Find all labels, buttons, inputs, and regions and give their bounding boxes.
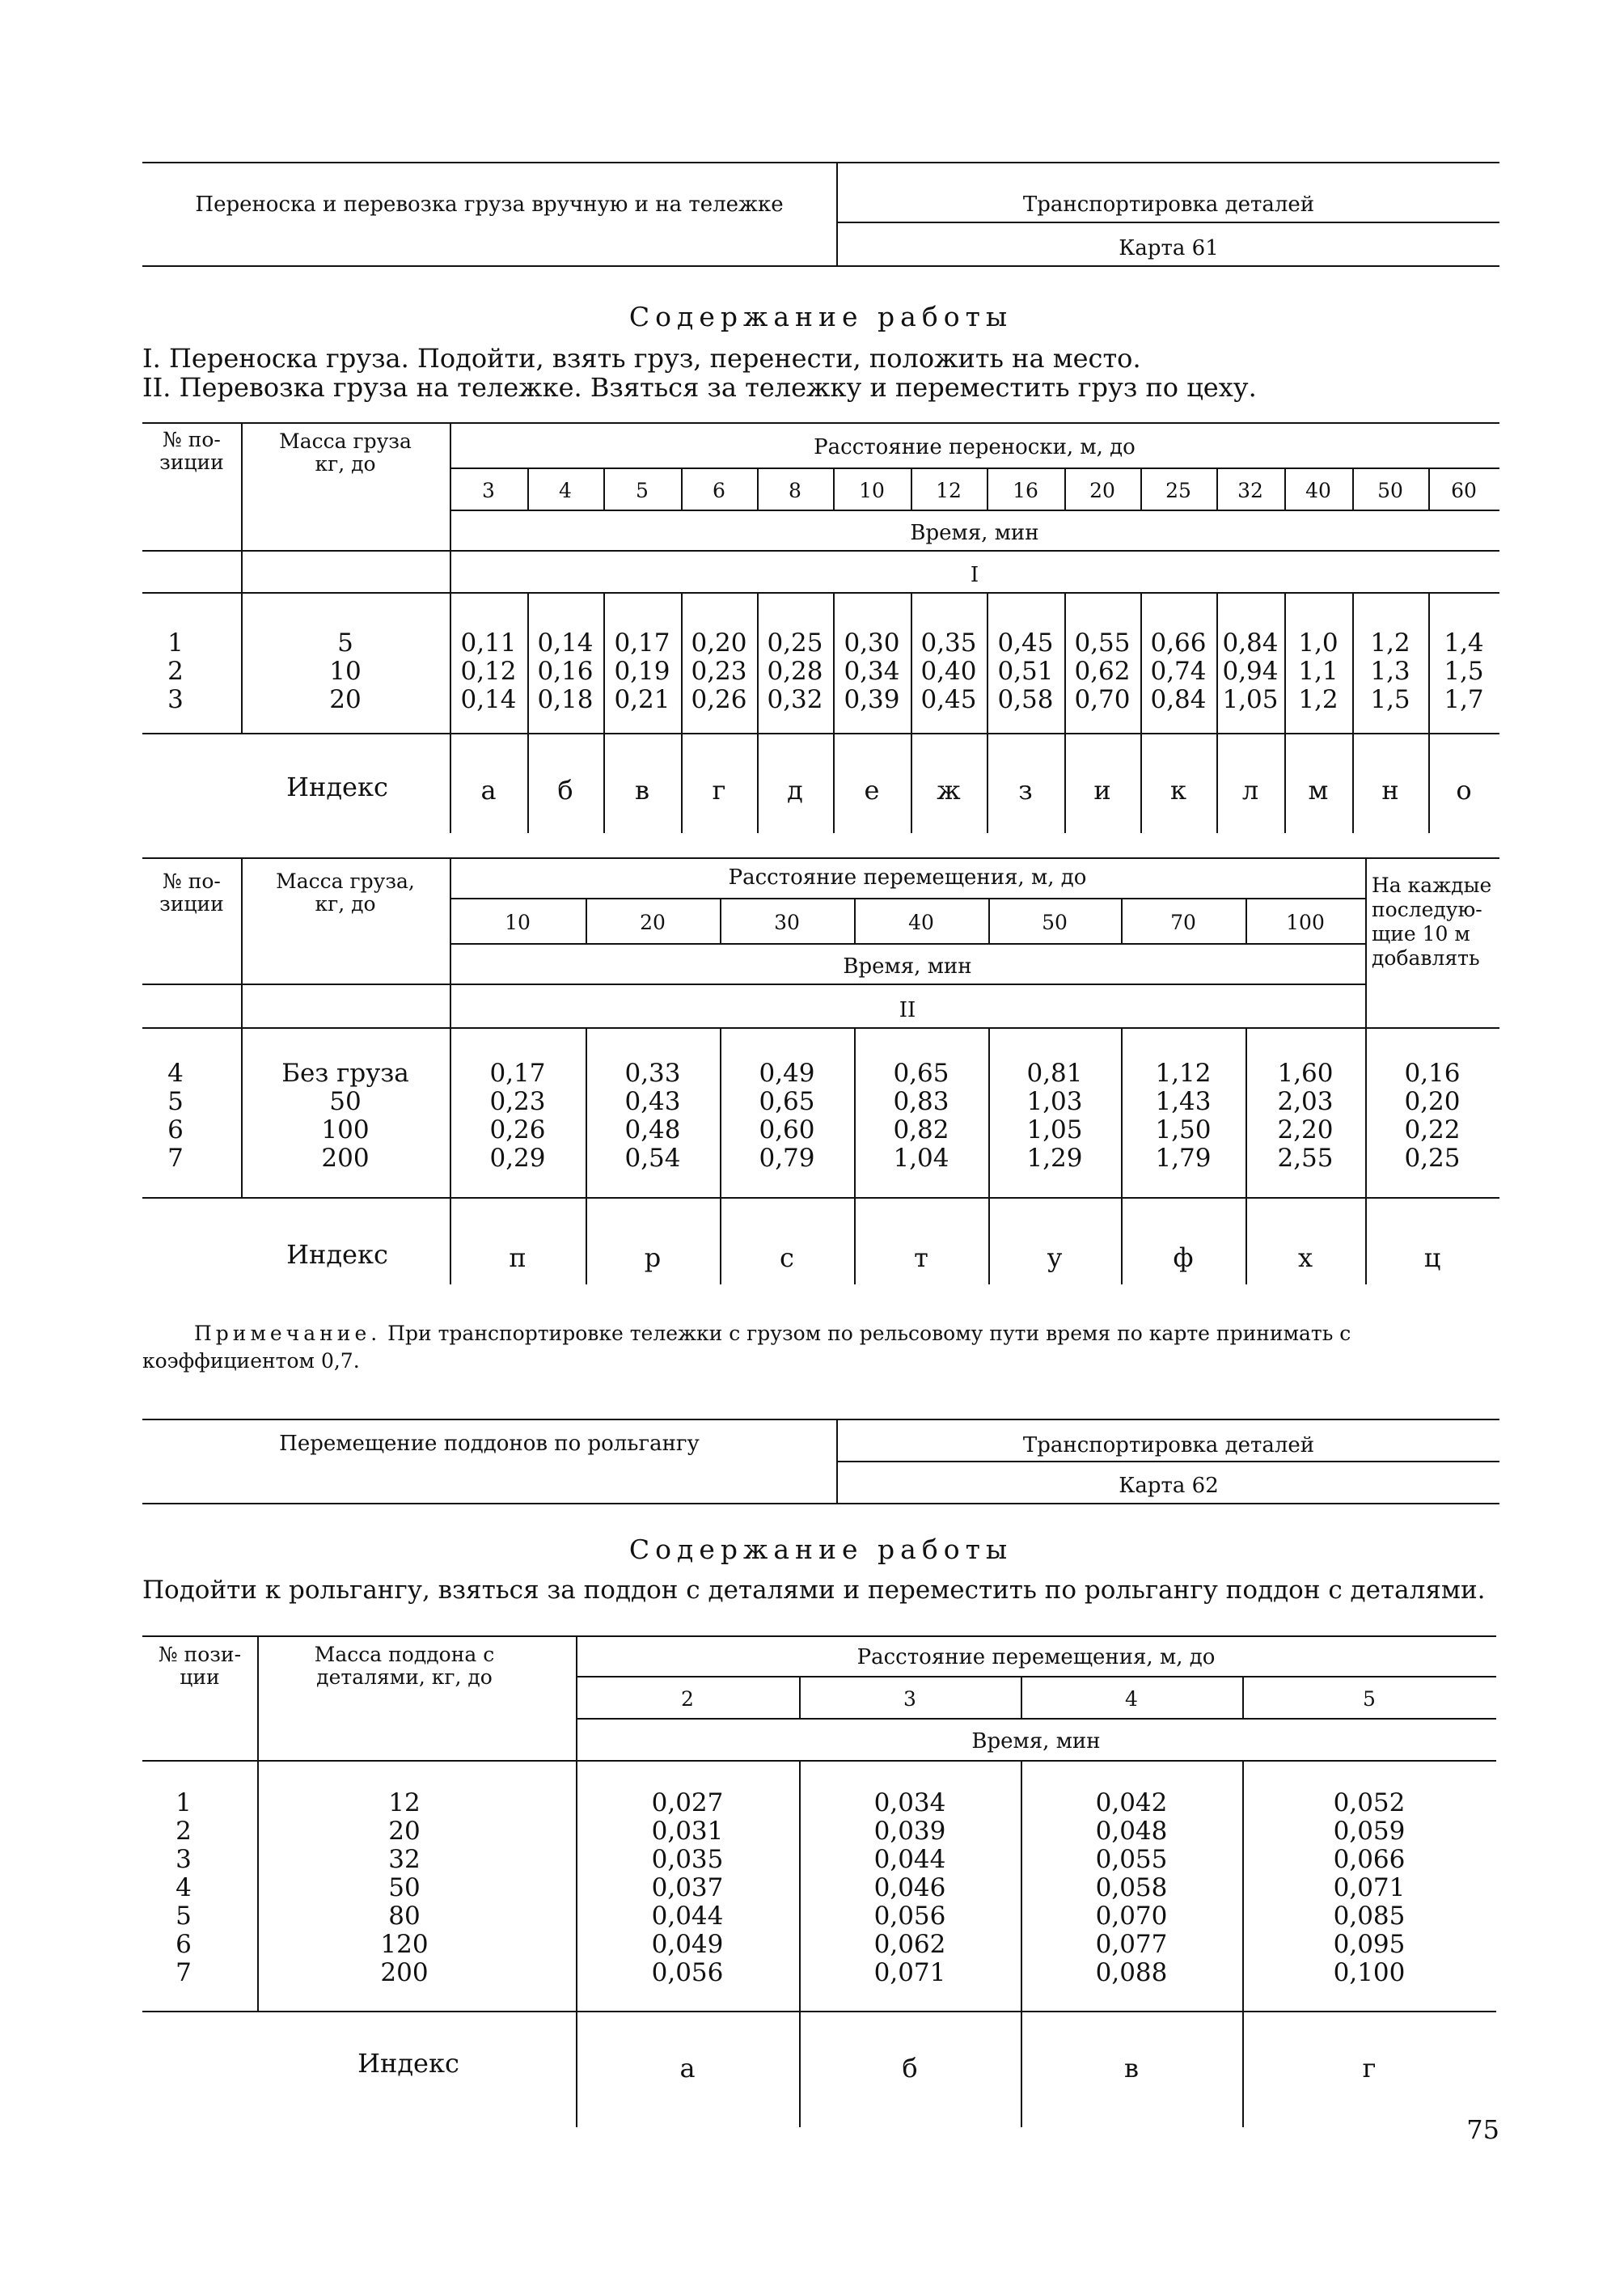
- t1-index-7: з: [1018, 775, 1033, 806]
- card62-header-top-rule: [142, 1419, 1499, 1420]
- t2-index-1: р: [644, 1242, 662, 1273]
- t3-data-bottom-rule: [142, 2011, 1496, 2012]
- t3-distance-3: 5: [1363, 1687, 1376, 1711]
- t1-distance-13: 60: [1451, 479, 1477, 502]
- page-number: 75: [1466, 2114, 1499, 2145]
- t1-index-12: н: [1381, 775, 1399, 806]
- t1-distance-2: 5: [636, 479, 649, 502]
- t3-mass-header: Масса поддона с деталями, кг, до: [314, 1643, 495, 1689]
- t2-index-3: т: [914, 1242, 928, 1273]
- t3-dist-rule: [576, 1676, 1496, 1677]
- t2-index-4: у: [1047, 1242, 1063, 1273]
- t2-values-col-0: 0,17 0,23 0,26 0,29: [489, 1059, 546, 1173]
- t1-index-0: а: [480, 775, 497, 806]
- t3-top-rule: [142, 1635, 1496, 1637]
- t2-section-label: II: [899, 998, 916, 1022]
- t2-index-6: х: [1297, 1242, 1313, 1273]
- card62-header-mid-rule: [838, 1461, 1499, 1462]
- t3-distance-2: 4: [1125, 1687, 1138, 1711]
- t3-values-col-3: 0,052 0,059 0,066 0,071 0,085 0,095 0,100: [1333, 1788, 1406, 1987]
- t1-section-rule: [142, 592, 1499, 594]
- t2-distance-0: 10: [505, 911, 531, 934]
- card61-content-line-1: I. Переноска груза. Подойти, взять груз, перенести, положить на место.: [142, 343, 1141, 374]
- t3-index-2: в: [1123, 2053, 1139, 2084]
- t3-index-label: Индекс: [357, 2048, 459, 2079]
- t2-distance-3: 40: [908, 911, 934, 934]
- t1-distance-10: 32: [1237, 479, 1263, 502]
- t2-distance-4: 50: [1042, 911, 1068, 934]
- t1-distance-4: 8: [789, 479, 801, 502]
- card61-right-title: Транспортировка деталей: [1022, 192, 1315, 217]
- t1-distvals-rule: [450, 510, 1499, 511]
- t1-values-col-9: 0,66 0,74 0,84: [1150, 628, 1207, 714]
- t2-index-7: ц: [1423, 1242, 1441, 1273]
- t1-distance-12: 50: [1377, 479, 1403, 502]
- t2-values-col-2: 0,49 0,65 0,60 0,79: [759, 1059, 815, 1173]
- t2-top-rule: [142, 857, 1499, 859]
- t1-values-col-8: 0,55 0,62 0,70: [1074, 628, 1131, 714]
- t2-distance-2: 30: [774, 911, 800, 934]
- t1-values-col-5: 0,30 0,34 0,39: [844, 628, 900, 714]
- t2-distance-1: 20: [640, 911, 666, 934]
- t2-positions: 4 5 6 7: [167, 1059, 184, 1173]
- t1-distance-8: 20: [1089, 479, 1115, 502]
- card61-content-line-2: II. Перевозка груза на тележке. Взяться за тележку и переместить груз по цеху.: [142, 372, 1257, 403]
- t2-values-col-6: 1,60 2,03 2,20 2,55: [1277, 1059, 1334, 1173]
- t1-top-rule: [142, 422, 1499, 424]
- card61-header-top-rule: [142, 162, 1499, 163]
- t2-mass-header: Масса груза, кг, до: [276, 869, 415, 916]
- t3-masses: 12 20 32 50 80 120 200: [380, 1788, 429, 1987]
- t2-values-col-1: 0,33 0,43 0,48 0,54: [624, 1059, 681, 1173]
- t1-time-label: Время, мин: [910, 521, 1039, 545]
- t1-index-4: д: [787, 775, 803, 806]
- t1-index-8: и: [1093, 775, 1111, 806]
- t1-values-col-1: 0,14 0,16 0,18: [537, 628, 594, 714]
- t2-values-col-5: 1,12 1,43 1,50 1,79: [1155, 1059, 1212, 1173]
- t3-index-1: б: [902, 2053, 918, 2084]
- card62-header-bottom-rule: [142, 1503, 1499, 1504]
- card62-content-title: Содержание работы: [628, 1534, 1013, 1565]
- t1-values-col-11: 1,0 1,1 1,2: [1298, 628, 1339, 714]
- t2-pos-header: № по- зиции: [159, 869, 224, 916]
- t1-section-label: I: [970, 563, 979, 587]
- t2-distvals-rule: [450, 943, 1365, 945]
- card61-note-text: При транспортировке тележки с грузом по рельсовому пути время по карте принимать с: [387, 1322, 1351, 1345]
- t3-distance-1: 3: [903, 1687, 916, 1711]
- t1-index-11: м: [1308, 775, 1329, 806]
- t1-mass-header: Масса груза кг, до: [279, 429, 412, 476]
- t1-index-2: в: [634, 775, 649, 806]
- t3-distance-header: Расстояние перемещения, м, до: [856, 1645, 1216, 1669]
- t1-values-col-2: 0,17 0,19 0,21: [614, 628, 670, 714]
- t2-extra-header: На каждые последую- щие 10 м добавлять: [1372, 874, 1492, 970]
- t1-masses: 5 10 20: [329, 628, 362, 714]
- t1-index-3: г: [712, 775, 726, 806]
- t1-distance-0: 3: [482, 479, 495, 502]
- t1-values-col-13: 1,4 1,5 1,7: [1444, 628, 1484, 714]
- t3-pos-header: № пози- ции: [158, 1643, 242, 1689]
- t1-values-col-0: 0,11 0,12 0,14: [460, 628, 517, 714]
- t3-time-label: Время, мин: [971, 1729, 1101, 1754]
- t1-distance-9: 25: [1165, 479, 1191, 502]
- t1-distance-header: Расстояние переноски, м, до: [814, 435, 1136, 459]
- t3-index-0: а: [679, 2053, 696, 2084]
- t1-values-col-4: 0,25 0,28 0,32: [767, 628, 823, 714]
- card62-left-title: Перемещение поддонов по рольгангу: [279, 1432, 700, 1456]
- card61-note-label: Примечание.: [194, 1322, 382, 1345]
- t1-index-label: Индекс: [286, 772, 388, 802]
- card62-right-title: Транспортировка деталей: [1022, 1433, 1315, 1457]
- t2-index-2: с: [780, 1242, 794, 1273]
- t1-data-bottom-rule: [142, 733, 1499, 734]
- t2-distance-6: 100: [1286, 911, 1325, 934]
- t1-values-col-6: 0,35 0,40 0,45: [920, 628, 977, 714]
- t3-distvals-rule: [576, 1718, 1496, 1720]
- t1-values-col-10: 0,84 0,94 1,05: [1222, 628, 1279, 714]
- card61-content-title: Содержание работы: [628, 301, 1013, 332]
- t2-index-5: ф: [1173, 1242, 1194, 1273]
- t2-values-col-4: 0,81 1,03 1,05 1,29: [1026, 1059, 1083, 1173]
- t2-index-label: Индекс: [286, 1239, 388, 1270]
- t1-distance-3: 6: [713, 479, 725, 502]
- t1-distance-11: 40: [1305, 479, 1331, 502]
- t1-index-9: к: [1170, 775, 1186, 806]
- t1-distance-7: 16: [1013, 479, 1038, 502]
- t3-distance-0: 2: [681, 1687, 694, 1711]
- t2-data-bottom-rule: [142, 1197, 1499, 1199]
- card61-header-mid-rule: [838, 222, 1499, 223]
- t1-distance-6: 12: [936, 479, 962, 502]
- t1-time-rule: [142, 550, 1499, 552]
- t1-index-1: б: [557, 775, 573, 806]
- t3-index-3: г: [1362, 2053, 1377, 2084]
- t2-values-col-3: 0,65 0,83 0,82 1,04: [893, 1059, 949, 1173]
- card61-note-cont: коэффициентом 0,7.: [142, 1349, 360, 1373]
- t3-values-col-1: 0,034 0,039 0,044 0,046 0,056 0,062 0,071: [873, 1788, 946, 1987]
- card61-note: [194, 1320, 1496, 1347]
- t2-distance-header: Расстояние перемещения, м, до: [728, 865, 1087, 890]
- t1-pos-header: № по- зиции: [159, 428, 224, 474]
- t1-positions: 1 2 3: [167, 628, 184, 714]
- t1-index-6: ж: [937, 775, 961, 806]
- t2-masses: Без груза 50 100 200: [281, 1059, 409, 1173]
- t1-index-13: о: [1456, 775, 1472, 806]
- t1-values-col-12: 1,2 1,3 1,5: [1370, 628, 1410, 714]
- t2-time-label: Время, мин: [843, 954, 972, 979]
- t1-values-col-3: 0,20 0,23 0,26: [691, 628, 747, 714]
- t3-time-rule: [142, 1760, 1496, 1762]
- card61-card-label: Карта 61: [1119, 236, 1219, 260]
- t1-index-5: е: [864, 775, 880, 806]
- t2-time-rule: [142, 984, 1365, 985]
- card61-header-bottom-rule: [142, 265, 1499, 267]
- t1-dist-rule: [450, 467, 1499, 469]
- t1-values-col-7: 0,45 0,51 0,58: [997, 628, 1054, 714]
- t2-section-rule: [142, 1027, 1499, 1029]
- card62-content-line: Подойти к рольгангу, взяться за поддон с деталями и переместить по рольгангу поддон с деталями.: [142, 1576, 1486, 1605]
- t1-index-10: л: [1241, 775, 1259, 806]
- card62-card-label: Карта 62: [1119, 1474, 1219, 1498]
- t1-distance-1: 4: [559, 479, 572, 502]
- t2-distance-5: 70: [1170, 911, 1196, 934]
- t3-positions: 1 2 3 4 5 6 7: [176, 1788, 192, 1987]
- t2-index-0: п: [509, 1242, 527, 1273]
- t2-values-col-7: 0,16 0,20 0,22 0,25: [1404, 1059, 1461, 1173]
- t1-distance-5: 10: [859, 479, 885, 502]
- t3-values-col-2: 0,042 0,048 0,055 0,058 0,070 0,077 0,088: [1095, 1788, 1168, 1987]
- t3-values-col-0: 0,027 0,031 0,035 0,037 0,044 0,049 0,056: [651, 1788, 724, 1987]
- card61-left-title: Переноска и перевозка груза вручную и на тележке: [195, 192, 784, 217]
